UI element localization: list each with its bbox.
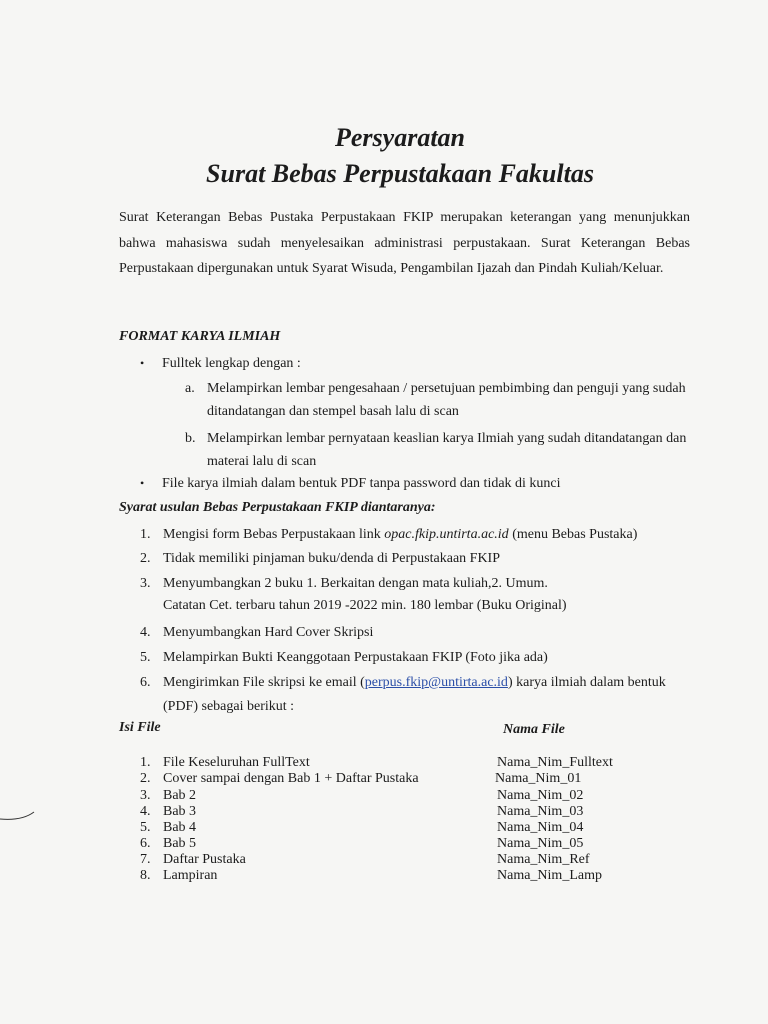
file-row-content: Lampiran	[163, 868, 218, 883]
syarat-item-1	[140, 523, 700, 547]
syarat-item-1-pre: Mengisi form Bebas Perpustakaan link	[163, 527, 385, 542]
file-row-filename: Nama_Nim_03	[497, 804, 584, 819]
sub-item-b-text: Melampirkan lembar pernyataan keaslian karya Ilmiah yang sudah ditandatangan dan materai lalu di scan	[207, 431, 687, 469]
format-sub-item-a	[185, 377, 695, 423]
file-row-number: 5.	[140, 820, 151, 835]
syarat-item-text	[163, 671, 695, 719]
file-row-filename: Nama_Nim_Lamp	[497, 868, 602, 883]
syarat-item-number: 6.	[140, 675, 151, 690]
scan-artifact-mark	[0, 808, 40, 828]
syarat-item-6-post: ) karya ilmiah dalam bentuk (PDF) sebagai berikut :	[163, 675, 666, 714]
document-title	[0, 120, 768, 192]
syarat-item-number: 3.	[140, 576, 151, 591]
file-row-content: File Keseluruhan FullText	[163, 755, 310, 770]
file-row-filename: Nama_Nim_Fulltext	[497, 755, 613, 770]
email-link[interactable]: perpus.fkip@untirta.ac.id	[364, 675, 508, 690]
file-row-content: Bab 4	[163, 820, 197, 835]
file-row-number: 1.	[140, 755, 151, 770]
format-heading: FORMAT KARYA ILMIAH	[119, 329, 281, 344]
syarat-item-5	[140, 646, 700, 670]
syarat-item-text: Menyumbangkan 2 buku 1. Berkaitan dengan mata kuliah,2. Umum.	[163, 576, 548, 591]
files-header-left: Isi File	[119, 720, 161, 735]
sub-item-a-text: Melampirkan lembar pengesahaan / persetujuan pembimbing dan penguji yang sudah ditandatangan dan stempel basah lalu di scan	[207, 381, 686, 419]
file-row-number: 4.	[140, 804, 151, 819]
syarat-item-text: Melampirkan Bukti Keanggotaan Perpustakaan FKIP (Foto jika ada)	[163, 650, 548, 665]
file-row-number: 3.	[140, 788, 151, 803]
syarat-item-1-post: (menu Bebas Pustaka)	[508, 527, 638, 542]
format-sub-item-b	[185, 427, 695, 473]
syarat-item-text	[163, 523, 700, 547]
syarat-item-number: 5.	[140, 650, 151, 665]
files-header-right: Nama File	[503, 722, 565, 737]
file-row-content: Cover sampai dengan Bab 1 + Daftar Pustaka	[163, 771, 419, 786]
file-row-filename: Nama_Nim_02	[497, 788, 584, 803]
file-row-content: Bab 5	[163, 836, 197, 851]
file-row-content: Bab 2	[163, 788, 197, 803]
bullet-dot-icon: •	[140, 356, 145, 370]
file-row-number: 8.	[140, 868, 151, 883]
syarat-item-text: Menyumbangkan Hard Cover Skripsi	[163, 625, 374, 640]
file-row-filename: Nama_Nim_01	[495, 771, 582, 786]
file-row-content: Daftar Pustaka	[163, 852, 246, 867]
file-row-content: Bab 3	[163, 804, 197, 819]
syarat-heading: Syarat usulan Bebas Perpustakaan FKIP diantaranya:	[119, 500, 436, 515]
syarat-item-number: 1.	[140, 527, 151, 542]
syarat-item-text: Tidak memiliki pinjaman buku/denda di Perpustakaan FKIP	[163, 551, 501, 566]
file-row-filename: Nama_Nim_Ref	[497, 852, 590, 867]
sub-item-b-marker: b.	[185, 431, 196, 446]
syarat-item-6-pre: Mengirimkan File skripsi ke email (	[163, 675, 365, 690]
opac-link[interactable]: opac.fkip.untirta.ac.id	[384, 527, 509, 542]
file-row-number: 2.	[140, 771, 151, 786]
title-line-2: Surat Bebas Perpustakaan Fakultas	[206, 159, 594, 188]
syarat-item-6	[140, 671, 695, 719]
syarat-item-3-note: Catatan Cet. terbaru tahun 2019 -2022 min. 180 lembar (Buku Original)	[163, 598, 567, 613]
file-row-number: 6.	[140, 836, 151, 851]
syarat-item-number: 4.	[140, 625, 151, 640]
syarat-item-2	[140, 547, 700, 571]
intro-paragraph: Surat Keterangan Bebas Pustaka Perpustakaan FKIP merupakan keterangan yang menunjukkan bahwa mahasiswa sudah menyelesaikan administrasi perpustakaan. Surat Keterangan Bebas Perpustakaan dipergunakan untuk Syarat Wisuda, Pengambilan Ijazah dan Pindah Kuliah/Keluar.	[119, 210, 690, 276]
file-row-filename: Nama_Nim_04	[497, 820, 584, 835]
file-row-filename: Nama_Nim_05	[497, 836, 584, 851]
syarat-item-number: 2.	[140, 551, 151, 566]
title-line-1: Persyaratan	[335, 123, 465, 152]
bullet-dot-icon: •	[140, 476, 145, 490]
syarat-item-3	[140, 572, 700, 596]
file-row-number: 7.	[140, 852, 151, 867]
format-bullet-1-text: Fulltek lengkap dengan :	[162, 356, 301, 371]
syarat-item-4	[140, 621, 700, 645]
format-bullet-2-text: File karya ilmiah dalam bentuk PDF tanpa password dan tidak di kunci	[162, 476, 561, 491]
sub-item-a-marker: a.	[185, 381, 195, 396]
